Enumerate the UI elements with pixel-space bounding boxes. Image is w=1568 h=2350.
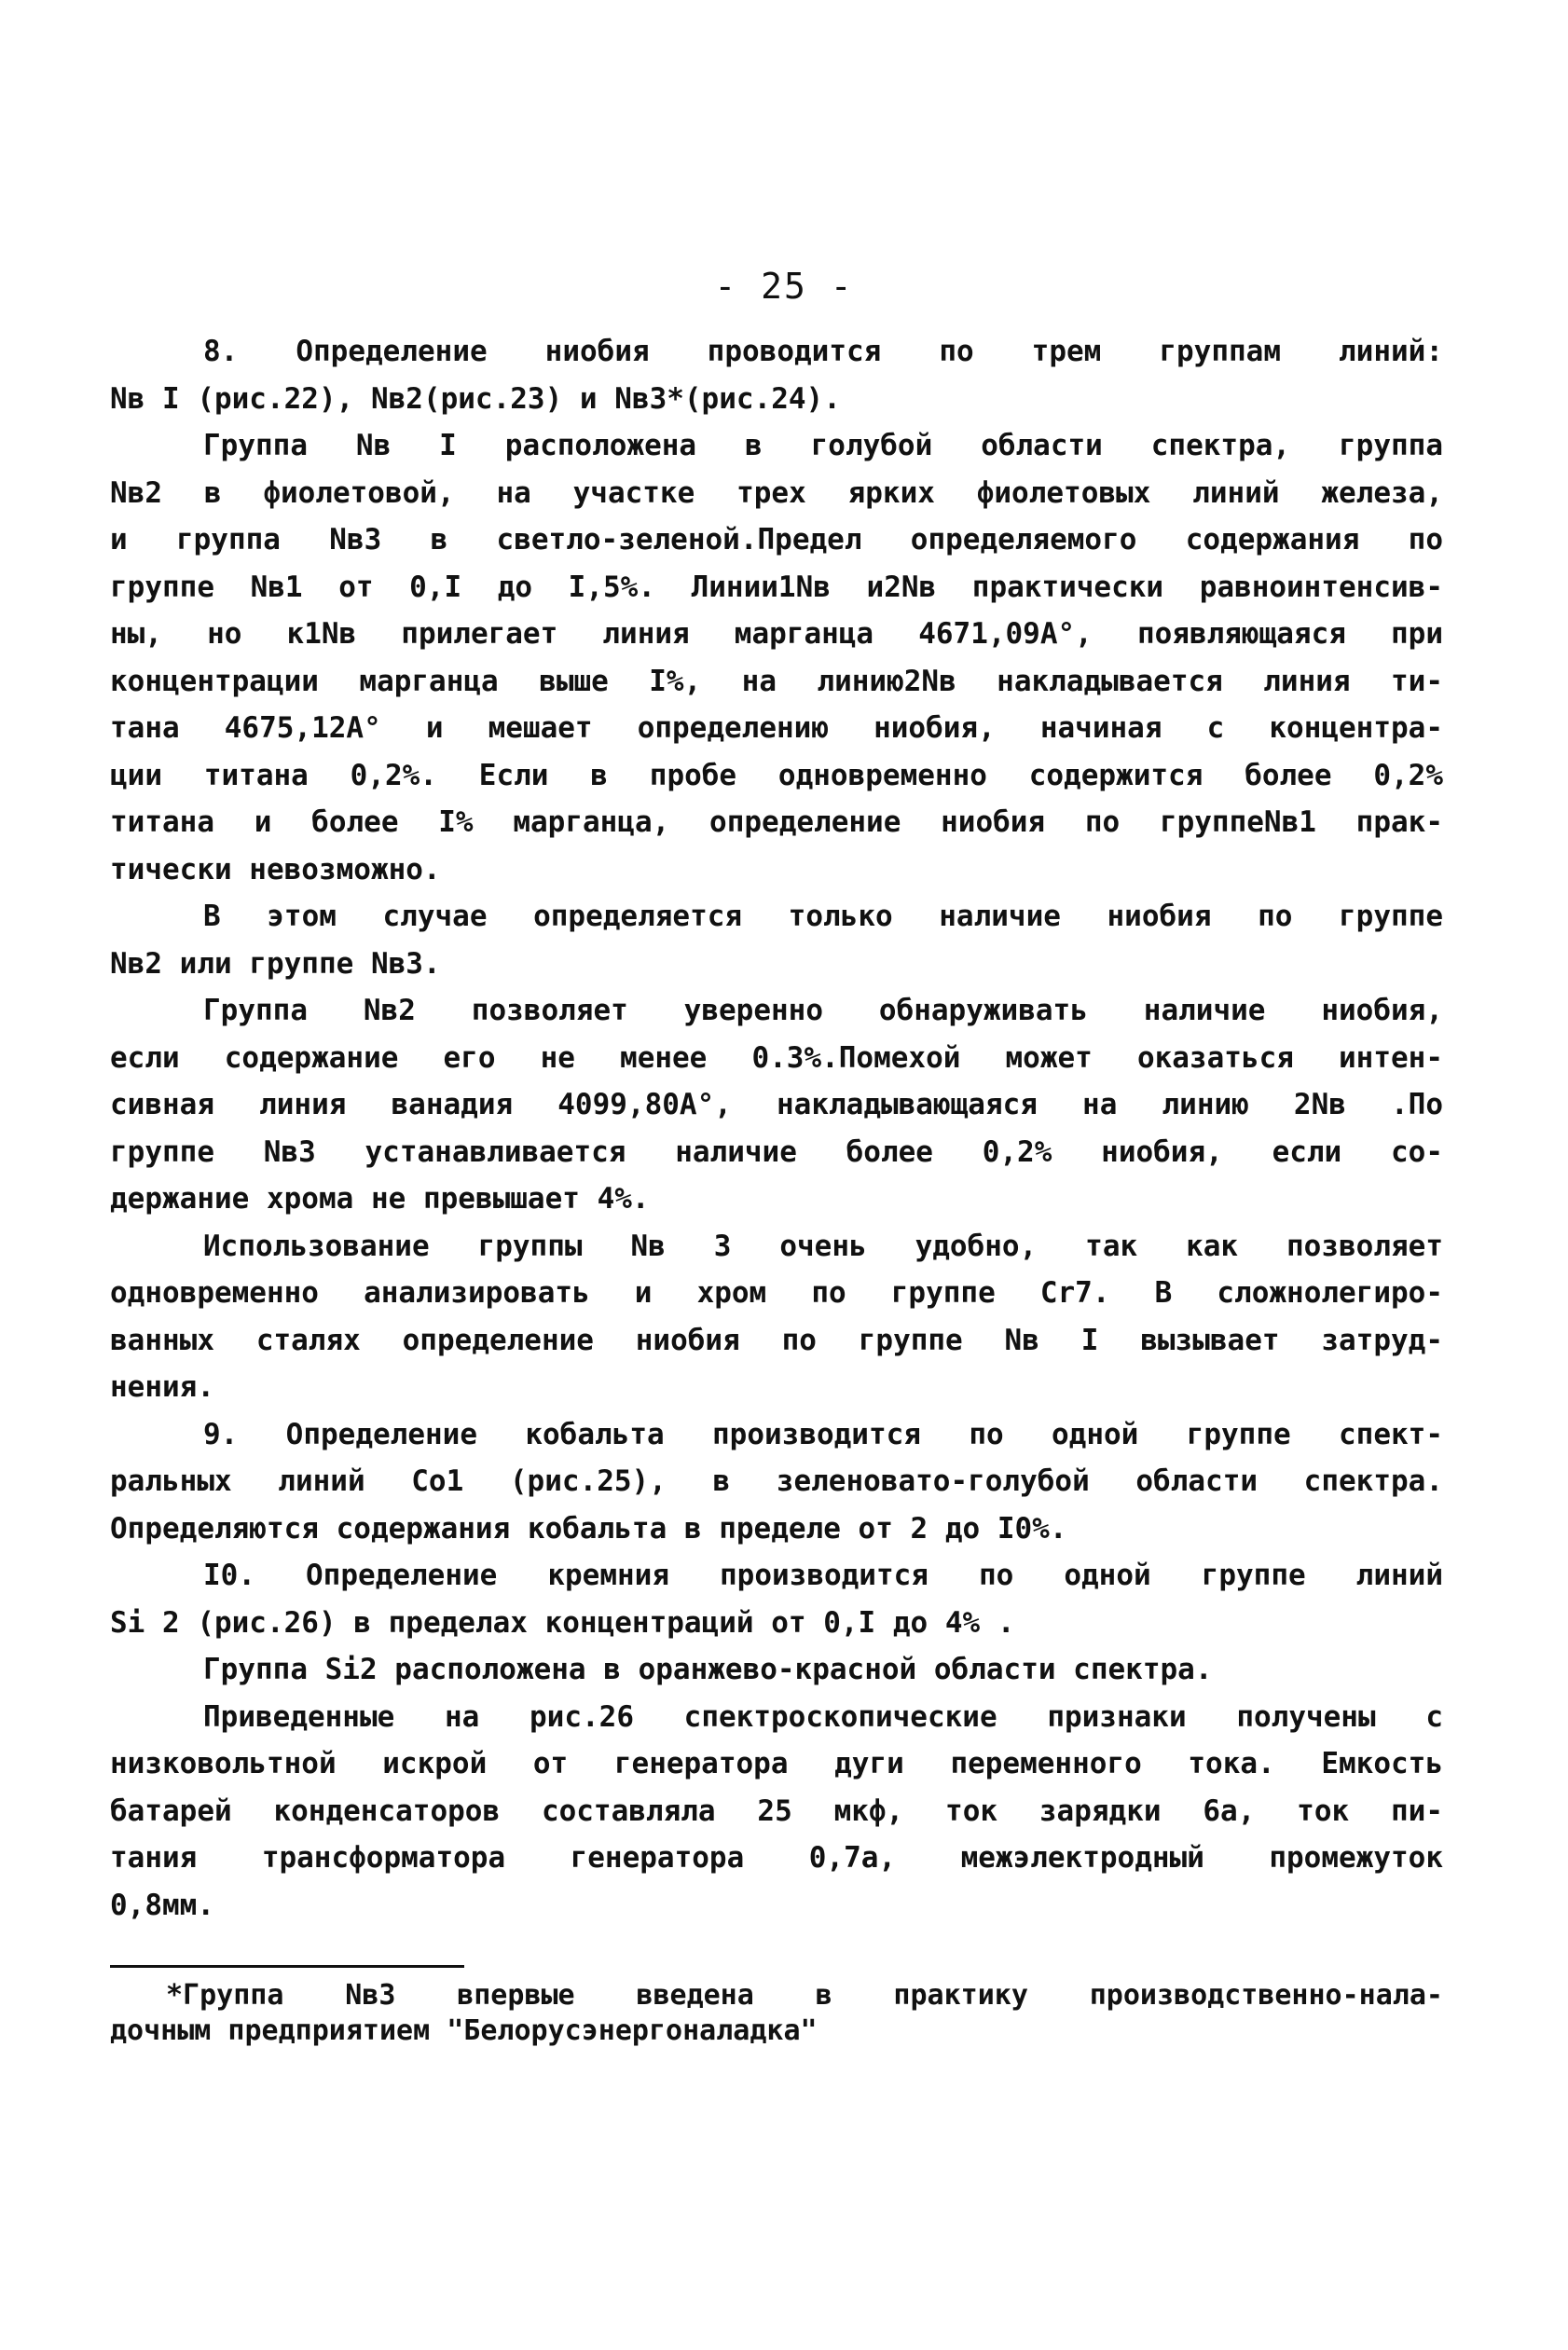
text-line: группе Nв3 устанавливается наличие более 0,2% ниобия, если со-: [110, 1134, 1443, 1169]
text-line: 9. Определение кобальта производится по одной группе спект-: [203, 1417, 1443, 1451]
text-line: одновременно анализировать и хром по группе Cr7. В сложнолегиро-: [110, 1276, 1443, 1310]
text-line: 8. Определение ниобия проводится по трем группам линий:: [203, 335, 1443, 368]
text-line: Nв I (рис.22), Nв2(рис.23) и Nв3*(рис.24).: [110, 381, 841, 416]
text-line: нения.: [110, 1370, 214, 1404]
page-number: - 25 -: [714, 266, 854, 307]
text-line: Группа Nв I расположена в голубой области спектра, группа: [203, 429, 1443, 462]
text-line: тана 4675,12А° и мешает определению ниобия, начиная с концентра-: [110, 711, 1443, 745]
text-line: держание хрома не превышает 4%.: [110, 1182, 650, 1216]
text-line: ны, но к1Nв прилегает линия марганца 4671,09А°, появляющаяся при: [110, 617, 1443, 651]
text-line: тически невозможно.: [110, 852, 441, 886]
text-line: 0,8мм.: [110, 1888, 214, 1922]
footnote-divider: [110, 1965, 464, 1968]
footnote-line: *Группа Nв3 впервые введена в практику производственно-нала-: [166, 1979, 1443, 2012]
text-line: Si 2 (рис.26) в пределах концентраций от 0,I до 4% .: [110, 1605, 1015, 1640]
text-line: если содержание его не менее 0.3%.Помехой может оказаться интен-: [110, 1040, 1443, 1075]
text-line: низковольтной искрой от генератора дуги переменного тока. Емкость: [110, 1747, 1443, 1780]
text-line: батарей конденсаторов составляла 25 мкф, ток зарядки 6а, ток пи-: [110, 1793, 1443, 1828]
text-line: В этом случае определяется только наличие ниобия по группе: [203, 900, 1443, 933]
text-line: ральных линий Co1 (рис.25), в зеленовато-голубой области спектра.: [110, 1464, 1443, 1498]
text-line: Группа Si2 расположена в оранжево-красной области спектра.: [203, 1653, 1213, 1686]
text-line: Nв2 или группе Nв3.: [110, 946, 441, 981]
text-line: титана и более I% марганца, определение ниобия по группеNв1 прак-: [110, 805, 1443, 839]
text-line: I0. Определение кремния производится по одной группе линий: [203, 1559, 1443, 1592]
text-line: концентрации марганца выше I%, на линию2Nв накладывается линия ти-: [110, 664, 1443, 698]
body-text: [110, 328, 1443, 1929]
text-line: Nв2 в фиолетовой, на участке трех ярких фиолетовых линий железа,: [110, 475, 1443, 510]
text-line: ванных сталях определение ниобия по группе Nв I вызывает затруд-: [110, 1323, 1443, 1357]
footnote: [110, 1978, 1443, 2049]
text-line: сивная линия ванадия 4099,80А°, накладывающаяся на линию 2Nв .По: [110, 1088, 1443, 1121]
text-line: группе Nв1 от 0,I до I,5%. Линии1Nв и2Nв практически равноинтенсив-: [110, 570, 1443, 604]
text-line: Использование группы Nв 3 очень удобно, так как позволяет: [203, 1229, 1443, 1263]
text-line: ции титана 0,2%. Если в пробе одновременно содержится более 0,2%: [110, 758, 1443, 792]
text-line: Приведенные на рис.26 спектроскопические признаки получены с: [203, 1699, 1443, 1734]
text-line: Определяются содержания кобальта в пределе от 2 до I0%.: [110, 1511, 1067, 1546]
text-line: и группа Nв3 в светло-зеленой.Предел определяемого содержания по: [110, 523, 1443, 557]
text-line: тания трансформатора генератора 0,7а, межэлектродный промежуток: [110, 1841, 1443, 1875]
footnote-line: дочным предприятием "Белорусэнергоналадка": [110, 2014, 818, 2047]
text-line: Группа Nв2 позволяет уверенно обнаруживать наличие ниобия,: [203, 994, 1443, 1027]
